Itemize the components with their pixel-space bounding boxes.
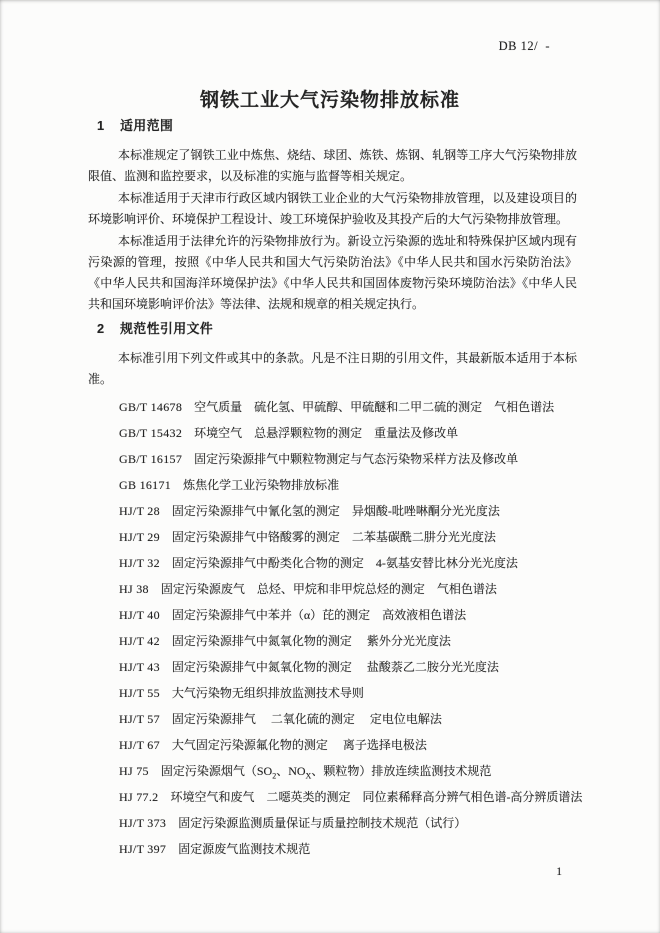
- reference-item: [119, 394, 577, 420]
- reference-code: HJ 75: [119, 764, 149, 778]
- document-body: [88, 112, 583, 862]
- reference-title: 固定源废气监测技术规范: [178, 842, 311, 856]
- reference-code: HJ/T 28: [119, 504, 160, 518]
- reference-title: 环境空气和废气 二噁英类的测定 同位素稀释高分辨气相色谱-高分辨质谱法: [170, 790, 583, 804]
- reference-title: 固定污染源废气 总烃、甲烷和非甲烷总烃的测定 气相色谱法: [160, 582, 497, 596]
- paragraph: 本标准适用于法律允许的污染物排放行为。新设立污染源的选址和特殊保护区域内现有污染源的管理，按照《中华人民共和国大气污染防治法》《中华人民共和国水污染防治法》《中华人民共和国海洋环境保护法》《中华人民共和国固体废物污染环境防治法》《中华人民共和国环境影响评价法》等法律、法规和规章的相关规定执行。: [88, 234, 577, 311]
- reference-item: [119, 524, 577, 550]
- reference-code: HJ/T 43: [119, 660, 160, 674]
- reference-code: HJ 38: [119, 582, 149, 596]
- reference-code: HJ/T 57: [119, 712, 160, 726]
- reference-title: 固定污染源排气中苯并（α）芘的测定 高效液相色谱法: [171, 608, 467, 622]
- reference-item: [119, 680, 577, 706]
- reference-title: 固定污染源排气中氮氧化物的测定 盐酸萘乙二胺分光光度法: [171, 660, 499, 674]
- reference-title: 炼焦化学工业污染物排放标准: [183, 478, 340, 492]
- reference-item: [119, 654, 577, 680]
- reference-code: HJ/T 40: [119, 608, 160, 622]
- reference-title: 固定污染源排气中颗粒物测定与气态污染物采样方法及修改单: [194, 452, 519, 466]
- reference-title: 固定污染源排气中氰化氢的测定 异烟酸-吡唑啉酮分光光度法: [171, 504, 500, 518]
- reference-code: GB/T 16157: [119, 452, 183, 466]
- reference-title: 环境空气 总悬浮颗粒物的测定 重量法及修改单: [194, 426, 459, 440]
- reference-item: [119, 758, 577, 784]
- reference-item: [119, 602, 577, 628]
- reference-code: HJ 77.2: [119, 790, 159, 804]
- reference-item: [119, 420, 577, 446]
- section-title: 适用范围: [120, 118, 174, 133]
- reference-item: [119, 628, 577, 654]
- reference-title: 大气污染物无组织排放监测技术导则: [171, 686, 364, 700]
- reference-title: 固定污染源烟气（$SO_2$、$NO_X$、颗粒物）排放连续监测技术规范: [160, 764, 492, 781]
- paragraph: 本标准适用于天津市行政区域内钢铁工业企业的大气污染物排放管理，以及建设项目的环境影响评价、环境保护工程设计、竣工环境保护验收及其投产后的大气污染物排放管理。: [88, 191, 577, 226]
- standard-code-header: DB 12/ -: [498, 39, 550, 53]
- reference-code: GB/T 14678: [119, 400, 183, 414]
- reference-item: [119, 784, 583, 810]
- reference-code: HJ/T 42: [119, 634, 160, 648]
- reference-code: HJ/T 67: [119, 738, 160, 752]
- reference-code: HJ/T 55: [119, 686, 160, 700]
- section-number: 1: [97, 118, 105, 133]
- page-title: 钢铁工业大气污染物排放标准: [199, 89, 460, 111]
- reference-item: [119, 498, 577, 524]
- reference-item: [119, 836, 577, 862]
- page-number: 1: [556, 866, 562, 878]
- reference-title: 固定污染源排气中酚类化合物的测定 4-氨基安替比林分光光度法: [171, 556, 518, 570]
- reference-title: 大气固定污染源氟化物的测定 离子选择电极法: [171, 738, 427, 752]
- section-heading-references: [97, 321, 577, 337]
- reference-title: 固定污染源排气 二氧化硫的测定 定电位电解法: [171, 712, 442, 726]
- reference-item: [119, 472, 577, 498]
- paragraph: 本标准引用下列文件或其中的条款。凡是不注日期的引用文件，其最新版本适用于本标准。: [88, 351, 577, 386]
- section-number: 2: [97, 321, 105, 336]
- reference-code: GB 16171: [119, 478, 172, 492]
- reference-code: HJ/T 29: [119, 530, 160, 544]
- reference-title: 固定污染源监测质量保证与质量控制技术规范（试行）: [178, 816, 467, 830]
- reference-title: 固定污染源排气中铬酸雾的测定 二苯基碳酰二肼分光光度法: [171, 530, 496, 544]
- reference-code: HJ/T 32: [119, 556, 160, 570]
- paragraph: 本标准规定了钢铁工业中炼焦、烧结、球团、炼铁、炼钢、轧钢等工序大气污染物排放限值、监测和监控要求，以及标准的实施与监督等相关规定。: [88, 148, 577, 183]
- reference-code: HJ/T 397: [119, 842, 167, 856]
- reference-code: GB/T 15432: [119, 426, 183, 440]
- section-title: 规范性引用文件: [120, 321, 214, 336]
- references-list: [119, 394, 583, 862]
- reference-item: [119, 576, 577, 602]
- reference-code: HJ/T 373: [119, 816, 167, 830]
- reference-title: 空气质量 硫化氢、甲硫醇、甲硫醚和二甲二硫的测定 气相色谱法: [194, 400, 555, 414]
- reference-item: [119, 446, 577, 472]
- section-heading-scope: [97, 118, 577, 134]
- reference-item: [119, 706, 577, 732]
- reference-item: [119, 732, 577, 758]
- reference-title: 固定污染源排气中氮氧化物的测定 紫外分光光度法: [171, 634, 451, 648]
- reference-item: [119, 810, 577, 836]
- reference-item: [119, 550, 577, 576]
